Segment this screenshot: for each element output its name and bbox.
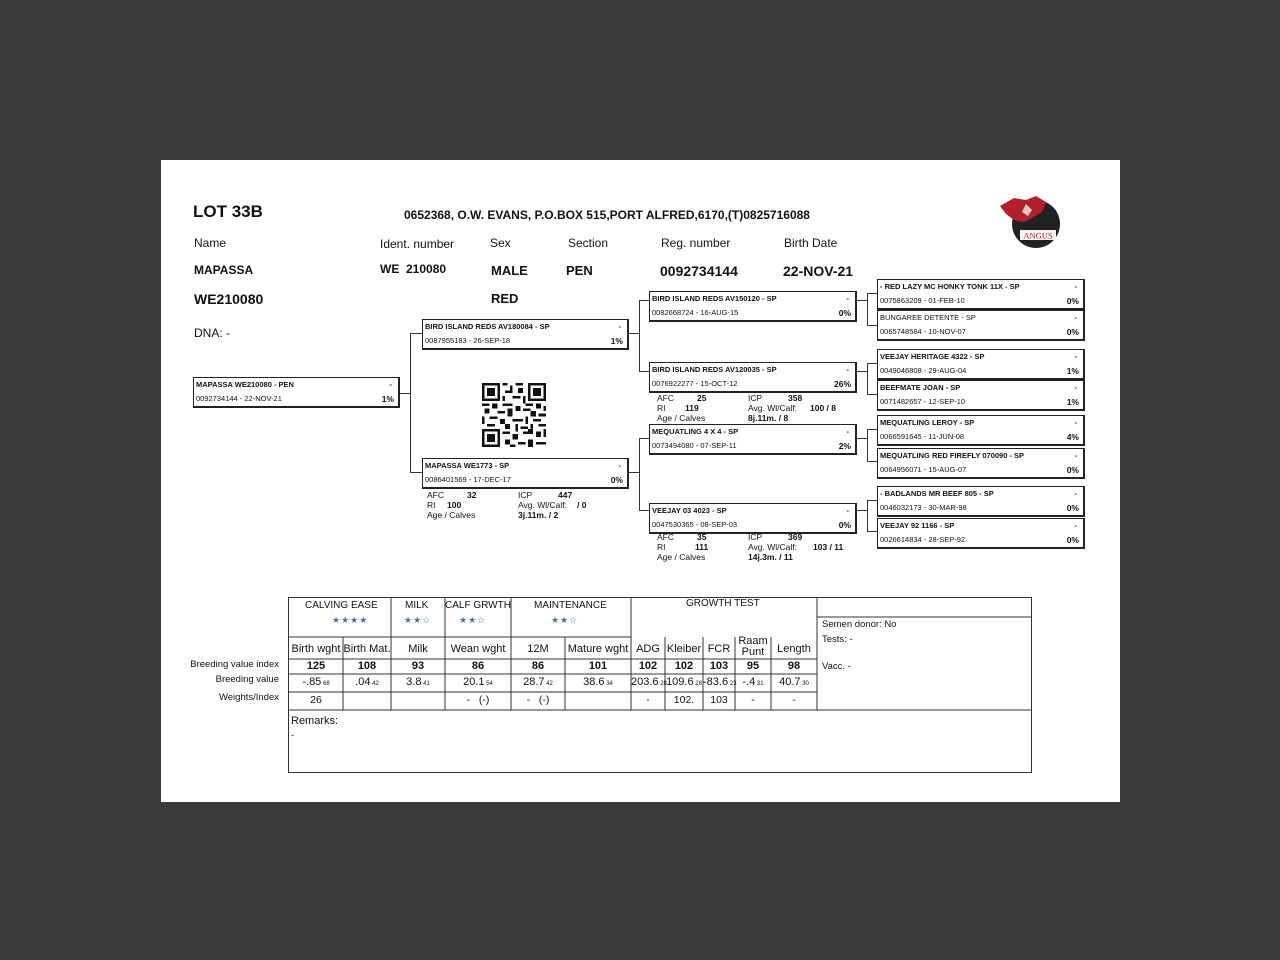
weights-cell: 26 [310, 694, 322, 706]
animal-name: MAPASSA [194, 263, 254, 277]
value-cell: 38.6 34 [583, 676, 613, 688]
row-label-weights: Weights/Index [218, 692, 279, 703]
animal-reg: 0092734144 [660, 263, 738, 279]
dam-stats: AFC 32 ICP 447 RI 100 Avg. Wl/Calf: / 0 Age / Calves 3j.11m. / 2 [427, 490, 587, 520]
dna-status: DNA: - [194, 326, 230, 340]
animal-name-code: WE210080 [194, 291, 264, 307]
qr-code [481, 383, 547, 447]
animal-ident: WE 210080 [380, 262, 447, 276]
breeding-value-table [288, 597, 1032, 773]
col-header: Birth Mat. [343, 643, 391, 655]
value-cell: 203.6 28 [631, 676, 667, 688]
animal-sex: MALE [491, 263, 528, 278]
weights-cell: - (-) [466, 694, 490, 706]
value-cell: .04 42 [355, 676, 379, 688]
angus-logo [996, 192, 1062, 252]
col-header: Birth wght [291, 643, 341, 655]
row-label-index: Breeding value index [190, 659, 279, 670]
tests: Tests: - [822, 634, 853, 645]
pedigree-gg-5: MEQUATLING LEROY - SP - 0066591645 - 11-JUN-08 4% [877, 415, 1085, 446]
weights-cell: - (-) [526, 694, 550, 706]
group-growth-test: GROWTH TEST [686, 598, 760, 609]
value-cell: -.85 68 [302, 676, 330, 688]
col-header: Length [777, 643, 811, 655]
col-header: Punt [741, 646, 765, 658]
pedigree-sire-sire: BIRD ISLAND REDS AV150120 - SP - 0082668724 - 16-AUG-15 0% [649, 291, 857, 322]
ident-label: Ident. number [380, 237, 455, 251]
animal-section: PEN [566, 263, 593, 278]
index-cell: 93 [411, 660, 425, 672]
pedigree-gg-1: - RED LAZY MC HONKY TONK 11X - SP - 0075863209 - 01-FEB-10 0% [877, 279, 1085, 310]
animal-birth: 22-NOV-21 [783, 263, 854, 279]
dam-dam-stats: AFC 35 ICP 369 RI 111 Avg. Wl/Calf: 103 / 11 Age / Calves 14j.3m. / 11 [657, 532, 844, 562]
group-maintenance: MAINTENANCE [534, 600, 607, 611]
group-calving: CALVING EASE [305, 600, 378, 611]
index-cell: 98 [787, 660, 801, 672]
breeder-info: 0652368, O.W. EVANS, P.O.BOX 515,PORT ALFRED,6170,(T)0825716088 [404, 208, 810, 222]
pedigree-subject: MAPASSA WE210080 - PEN - 0092734144 - 22-NOV-21 1% [193, 377, 400, 408]
col-header: ADG [636, 643, 660, 655]
stars-maintenance: ★★☆ [551, 615, 579, 625]
stars-calf-growth: ★★☆ [459, 615, 487, 625]
value-cell: 109.6 28 [666, 676, 702, 688]
remarks-text: - [291, 730, 294, 740]
weights-cell: - [792, 694, 796, 706]
section-label: Section [568, 236, 609, 250]
value-cell: 3.8 41 [406, 676, 430, 688]
col-header: Wean wght [450, 643, 506, 655]
index-cell: 125 [306, 660, 326, 672]
col-header: 12M [527, 643, 549, 655]
index-cell: 108 [357, 660, 377, 672]
reg-label: Reg. number [661, 236, 731, 250]
index-cell: 102 [674, 660, 694, 672]
col-header: Raam [738, 635, 768, 647]
remarks-label: Remarks: [291, 715, 339, 727]
pedigree-gg-6: MEQUATLING RED FIREFLY 070090 - SP - 0064956071 - 15-AUG-07 0% [877, 448, 1085, 479]
pedigree-gg-3: VEEJAY HERITAGE 4322 - SP - 0049046808 - 29-AUG-04 1% [877, 349, 1085, 380]
group-calf-growth: CALF GRWTH [445, 600, 511, 611]
weights-cell: 103 [710, 694, 728, 706]
weights-cell: - [646, 694, 650, 706]
pedigree-dam-sire: MEQUATLING 4 X 4 - SP - 0073494080 - 07-SEP-11 2% [649, 424, 857, 455]
pedigree-gg-8: VEEJAY 92 1166 - SP - 0026614834 - 28-SEP-92 0% [877, 518, 1085, 549]
index-cell: 86 [471, 660, 485, 672]
logo-text: ANGUS [1023, 230, 1053, 241]
pedigree-sire-dam: BIRD ISLAND REDS AV120035 - SP - 0076922277 - 15-OCT-12 26% [649, 362, 857, 393]
name-label: Name [194, 236, 227, 250]
stars-milk: ★★☆ [404, 615, 432, 625]
pedigree-certificate [161, 160, 1120, 802]
sire-dam-stats: AFC 25 ICP 358 RI 119 Avg. Wl/Calf: 100 / 8 Age / Calves 8j.11m. / 8 [657, 393, 836, 423]
pedigree-gg-7: - BADLANDS MR BEEF 805 - SP - 0046032173 - 30-MAR-98 0% [877, 486, 1085, 517]
sex-label: Sex [490, 236, 511, 250]
pedigree-gg-2: BUNGAREE DETENTE - SP - 0065748584 - 10-NOV-07 0% [877, 310, 1085, 341]
col-header: Kleiber [666, 643, 702, 655]
col-header: Mature wght [567, 643, 629, 655]
pedigree-gg-4: BEEFMATE JOAN - SP - 0071482657 - 12-SEP-10 1% [877, 380, 1085, 411]
lot-number: LOT 33B [193, 202, 263, 221]
index-cell: 101 [588, 660, 608, 672]
pedigree-dam-dam: VEEJAY 03 4023 - SP - 0047530365 - 08-SEP-03 0% [649, 503, 857, 534]
value-cell: -.4 31 [742, 676, 764, 688]
index-cell: 95 [746, 660, 760, 672]
animal-color: RED [491, 291, 519, 306]
row-label-value: Breeding value [215, 674, 279, 685]
index-cell: 102 [638, 660, 658, 672]
birth-label: Birth Date [784, 236, 838, 250]
value-cell: -83.6 23 [703, 676, 737, 688]
vaccinations: Vacc. - [822, 661, 851, 672]
index-cell: 86 [531, 660, 545, 672]
index-cell: 103 [709, 660, 729, 672]
group-milk: MILK [405, 600, 429, 611]
pedigree-dam: MAPASSA WE1773 - SP - 0086401569 - 17-DEC-17 0% [422, 458, 629, 489]
weights-cell: - [751, 694, 755, 706]
value-cell: 28.7 42 [523, 676, 553, 688]
weights-cell: 102. [673, 694, 695, 706]
stars-calving: ★★★★ [332, 615, 369, 625]
value-cell: 40.7 30 [779, 676, 809, 688]
semen-donor: Semen donor: No [822, 619, 897, 630]
col-header: Milk [408, 643, 428, 655]
value-cell: 20.1 54 [463, 676, 493, 688]
pedigree-sire: BIRD ISLAND REDS AV180084 - SP - 0087955183 - 26-SEP-18 1% [422, 319, 629, 350]
col-header: FCR [707, 643, 731, 655]
